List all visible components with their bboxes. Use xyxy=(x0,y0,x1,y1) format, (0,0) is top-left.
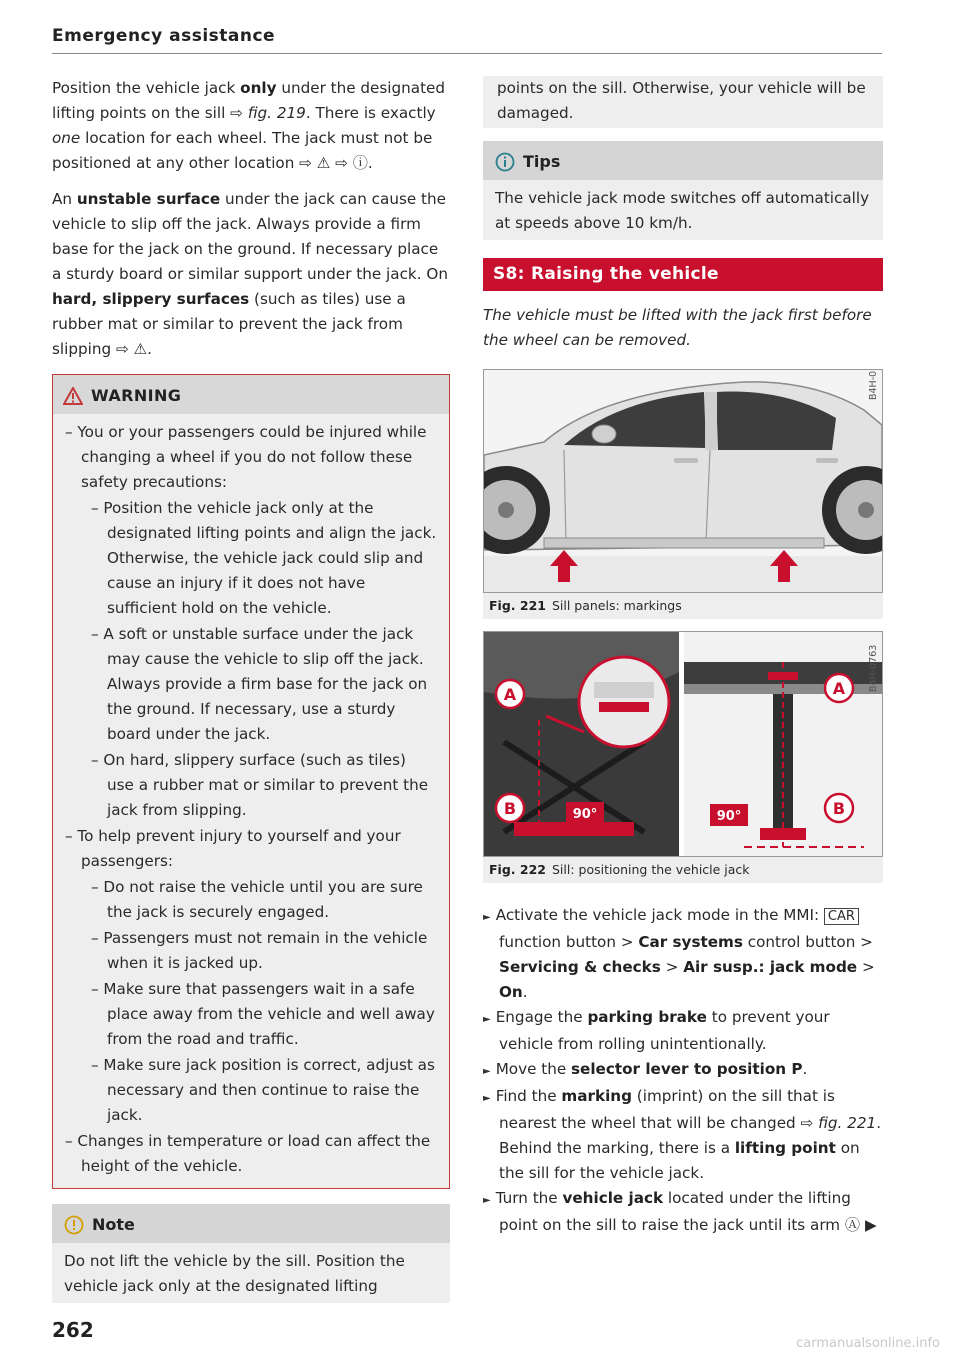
warning-title: WARNING xyxy=(91,386,182,405)
text-run: hard, slippery surfaces xyxy=(52,290,250,308)
section-header-title: Emergency assistance xyxy=(52,26,276,46)
text-run: lifting point xyxy=(734,1139,836,1157)
figure-222-caption xyxy=(483,857,883,883)
text-run: An xyxy=(52,190,77,208)
tips-text: The vehicle jack mode switches off automatically at speeds above 10 km/h. xyxy=(483,180,883,240)
text-run: (such as tiles) use a rubber mat or similar to prevent the jack from slipping ⇨ ⚠. xyxy=(52,290,406,358)
warning-item: – Make sure jack position is correct, adjust as necessary and then continue to raise the jack. xyxy=(91,1056,435,1124)
warning-item: – To help prevent injury to yourself and your passengers: xyxy=(65,827,401,870)
instruction-step xyxy=(483,903,883,1005)
warning-box xyxy=(52,374,450,1189)
text-run: function button > xyxy=(499,933,639,951)
right-column xyxy=(483,76,883,1238)
note-text: Do not lift the vehicle by the sill. Position the vehicle jack only at the designated lifting xyxy=(52,1243,450,1303)
warning-list xyxy=(53,414,449,1188)
note-box xyxy=(52,1204,450,1303)
text-run: under the designated lifting points on the sill xyxy=(52,79,446,122)
jack-positioning-illustration xyxy=(484,632,882,856)
warning-item: – You or your passengers could be injured while changing a wheel if you do not follow these safety precautions: xyxy=(65,423,427,491)
section-intro: The vehicle must be lifted with the jack first before the wheel can be removed. xyxy=(483,306,872,349)
figure-221-image xyxy=(483,369,883,593)
key-label: CAR xyxy=(824,908,859,925)
instruction-step xyxy=(483,1005,883,1057)
angle-label-right: 90° xyxy=(716,809,742,824)
tips-box xyxy=(483,141,883,240)
text-run: Activate the vehicle jack mode in the MMI: xyxy=(495,906,824,924)
note-continuation: points on the sill. Otherwise, your vehicle will be damaged. xyxy=(483,76,883,128)
header-rule xyxy=(52,53,882,54)
text-run: one xyxy=(52,129,81,147)
warning-item: – Changes in temperature or load can affect the height of the vehicle. xyxy=(65,1132,431,1175)
text-run: > xyxy=(660,958,684,976)
instruction-steps xyxy=(483,903,883,1238)
text-run: located under the lifting point on the sill to raise the jack until its arm Ⓐ ▶ xyxy=(499,1189,877,1234)
label-a-right: A xyxy=(832,679,846,698)
tips-title: Tips xyxy=(523,152,561,171)
text-run: Move the xyxy=(495,1060,572,1078)
text-run: parking brake xyxy=(587,1008,707,1026)
info-circle-icon xyxy=(495,152,515,172)
figure-221-number: Fig. 221 xyxy=(489,598,546,613)
text-run: vehicle jack xyxy=(562,1189,664,1207)
text-run: . There is exactly xyxy=(305,104,436,122)
text-run: to prevent your vehicle from rolling unintentionally. xyxy=(499,1008,830,1053)
figure-222-caption-text: Sill: positioning the vehicle jack xyxy=(551,862,750,877)
label-b-left: B xyxy=(503,799,517,818)
paragraph-jack-position xyxy=(52,76,450,176)
text-run: Air susp.: jack mode xyxy=(683,958,858,976)
warning-item: – A soft or unstable surface under the jack may cause the vehicle to slip off the jack. Always provide a firm base for the jack on the ground. If necessary, use a sturdy board under the jack. xyxy=(91,625,428,743)
text-run: . xyxy=(802,1060,808,1078)
warning-item: – Make sure that passengers wait in a safe place away from the vehicle and well away from the road and traffic. xyxy=(91,980,435,1048)
text-run: only xyxy=(240,79,277,97)
instruction-step xyxy=(483,1084,883,1186)
note-circle-icon xyxy=(64,1215,84,1235)
instruction-step xyxy=(483,1186,883,1238)
text-run: control button > xyxy=(742,933,873,951)
text-run: fig. 221 xyxy=(818,1114,877,1132)
instruction-step xyxy=(483,1057,883,1084)
tips-header xyxy=(483,141,883,180)
label-b-right: B xyxy=(832,799,846,818)
text-run: unstable surface xyxy=(76,190,221,208)
left-column xyxy=(52,76,450,1303)
text-run: > xyxy=(857,958,875,976)
text-run: . xyxy=(522,983,528,1001)
warning-item: – Position the vehicle jack only at the designated lifting points and align the jack. Otherwise, the vehicle jack could slip and cause an injury if it does not have sufficient hold on the vehicle. xyxy=(91,499,437,617)
note-title: Note xyxy=(92,1215,135,1234)
figure-221-code: B4H-0352 xyxy=(868,370,879,400)
warning-item: – Passengers must not remain in the vehicle when it is jacked up. xyxy=(91,929,428,972)
text-run: selector lever to position P xyxy=(571,1060,803,1078)
page-header xyxy=(52,26,882,54)
paragraph-unstable-surface xyxy=(52,187,450,362)
figure-222-image xyxy=(483,631,883,857)
angle-label-left: 90° xyxy=(572,807,598,822)
text-run: marking xyxy=(561,1087,632,1105)
warning-triangle-icon xyxy=(63,387,83,405)
section-title-bar: S8: Raising the vehicle xyxy=(483,258,883,291)
figure-221-caption-text: Sill panels: markings xyxy=(551,598,682,613)
figure-222-number: Fig. 222 xyxy=(489,862,546,877)
text-run: On xyxy=(499,983,523,1001)
text-run: fig. 219 xyxy=(247,104,306,122)
text-run: Position the vehicle jack xyxy=(52,79,241,97)
figure-222-code: B4H-0763 xyxy=(868,644,879,692)
car-side-illustration xyxy=(484,370,882,592)
text-run: (imprint) on the sill that is nearest the wheel that will be changed ⇨ xyxy=(499,1087,835,1132)
warning-item: – On hard, slippery surface (such as tiles) use a rubber mat or similar to prevent the jack from slipping. xyxy=(91,751,429,819)
text-run: under the jack can cause the vehicle to slip off the jack. Always provide a firm base for the jack on the ground. If necessary place a sturdy board or similar support under the jack. On xyxy=(52,190,448,283)
figure-221 xyxy=(483,369,883,619)
text-run: Car systems xyxy=(638,933,743,951)
warning-header xyxy=(53,375,449,414)
text-run: Engage the xyxy=(495,1008,588,1026)
text-run: Find the xyxy=(495,1087,562,1105)
text-run: Servicing & checks xyxy=(499,958,661,976)
figure-221-caption xyxy=(483,593,883,619)
text-run: Turn the xyxy=(495,1189,563,1207)
text-run: . Behind the marking, there is a xyxy=(499,1114,882,1157)
note-header xyxy=(52,1204,450,1243)
warning-item: – Do not raise the vehicle until you are sure the jack is securely engaged. xyxy=(91,878,423,921)
watermark: carmanualsonline.info xyxy=(796,1336,940,1351)
label-a-left: A xyxy=(503,685,517,704)
page-number: 262 xyxy=(52,1318,94,1342)
text-run: location for each wheel. The jack must not be positioned at any other location ⇨ ⚠ ⇨ ⓘ. xyxy=(52,129,433,172)
figure-222 xyxy=(483,631,883,883)
text-run: ⇨ xyxy=(230,104,248,122)
text-run: on the sill for the vehicle jack. xyxy=(499,1139,860,1182)
